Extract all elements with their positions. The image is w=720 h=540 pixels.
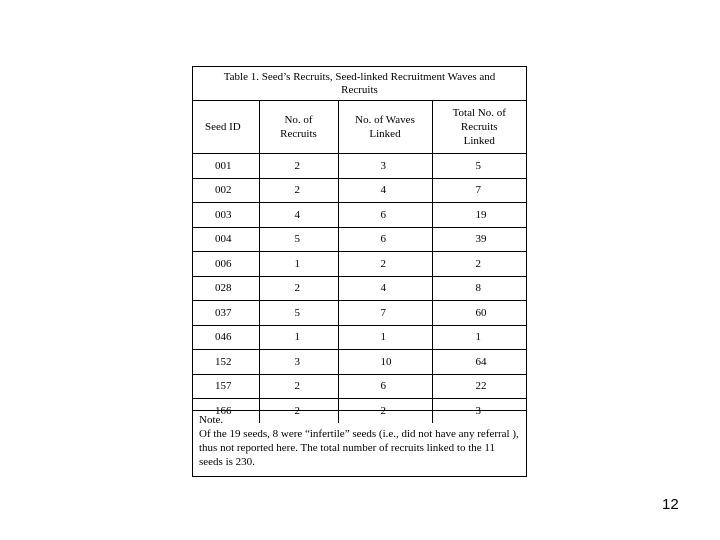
table-row [193,154,526,179]
table-row [193,252,526,277]
cell-total-recruits: 5 [432,154,526,179]
seed-recruits-table [193,101,526,423]
cell-no-of-waves: 6 [338,227,432,252]
cell-no-of-recruits: 5 [259,301,338,326]
table-note [193,410,526,478]
header-no-of-recruits-text: No. of Recruits [280,114,317,140]
cell-no-of-waves: 7 [338,301,432,326]
cell-no-of-recruits: 1 [259,325,338,350]
table-row [193,350,526,375]
cell-no-of-recruits: 2 [259,276,338,301]
cell-no-of-waves: 4 [338,276,432,301]
cell-total-recruits: 3 [475,404,481,417]
cell-no-of-recruits: 2 [259,178,338,203]
table-header-row [193,101,526,154]
header-total-recruits-linked [432,101,526,154]
cell-no-of-recruits: 2 [259,374,338,399]
cell-no-of-waves: 4 [338,178,432,203]
cell-no-of-recruits: 3 [259,350,338,375]
table-row [193,227,526,252]
header-no-of-recruits [259,101,338,154]
table-caption-text: Table 1. Seed’s Recruits, Seed-linked Recruitment Waves and Recruits [223,71,496,96]
cell-seed-id: 157 [193,374,259,399]
cell-total-recruits: 64 [432,350,526,375]
cell-no-of-waves: 2 [338,399,432,423]
cell-total-recruits: 19 [432,203,526,228]
cell-seed-id: 004 [193,227,259,252]
cell-total-recruits: 8 [432,276,526,301]
cell-total-recruits: 7 [432,178,526,203]
table-row [193,178,526,203]
table-row [193,325,526,350]
cell-no-of-waves: 1 [338,325,432,350]
table-row [193,374,526,399]
cell-seed-id: 166 [193,399,259,423]
cell-no-of-recruits: 1 [259,252,338,277]
table-row [193,276,526,301]
cell-no-of-waves: 6 [338,374,432,399]
cell-seed-id: 006 [193,252,259,277]
cell-no-of-recruits: 4 [259,203,338,228]
note-label: Note. [199,414,224,426]
cell-total-recruits: 2 [432,252,526,277]
cell-total-recruits: 60 [432,301,526,326]
cell-seed-id: 152 [193,350,259,375]
header-seed-id: Seed ID [193,101,259,154]
cell-seed-id: 001 [193,154,259,179]
cell-seed-id: 046 [193,325,259,350]
cell-no-of-waves: 2 [338,252,432,277]
table-frame [192,66,527,477]
table-row [193,203,526,228]
cell-seed-id: 037 [193,301,259,326]
header-no-of-waves-linked [338,101,432,154]
note-text: Of the 19 seeds, 8 were “infertile” seeds (i.e., did not have any referral ), thus not reported here. The total number of recruits linked to the 11 seeds is 230. [199,428,519,468]
page-number: 12 [662,496,679,513]
cell-total-recruits: 39 [432,227,526,252]
table-caption [193,67,526,101]
cell-total-recruits: 1 [432,325,526,350]
cell-no-of-waves: 3 [338,154,432,179]
cell-total-recruits: 22 [432,374,526,399]
cell-seed-id: 002 [193,178,259,203]
header-no-of-waves-text: No. of Waves Linked [355,114,415,140]
cell-no-of-recruits: 5 [259,227,338,252]
cell-no-of-recruits: 2 [259,399,338,423]
table-row [193,301,526,326]
cell-no-of-recruits: 2 [259,154,338,179]
cell-no-of-waves: 6 [338,203,432,228]
cell-seed-id: 028 [193,276,259,301]
cell-no-of-waves: 10 [338,350,432,375]
cell-seed-id: 003 [193,203,259,228]
header-total-recruits-text: Total No. of Recruits Linked [452,107,506,147]
